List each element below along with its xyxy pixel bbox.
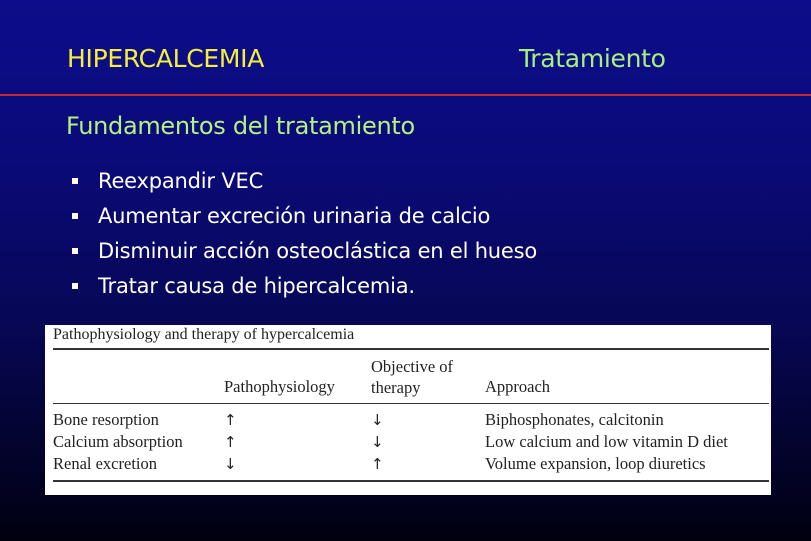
bullet-item [72, 201, 537, 236]
table-row-label: Calcium absorption [53, 432, 183, 451]
arrow-up-icon: ↑ [371, 455, 384, 473]
bullet-list [72, 166, 537, 306]
title-tratamiento: Tratamiento [519, 44, 666, 73]
table-row-label: Renal excretion [53, 454, 157, 473]
bullet-text: Disminuir acción osteoclástica en el hueso [98, 239, 538, 263]
bullet-text: Reexpandir VEC [98, 169, 264, 193]
table-row-approach: Biphosphonates, calcitonin [485, 410, 664, 429]
subtitle: Fundamentos del tratamiento [66, 112, 415, 140]
arrow-up-icon: ↑ [224, 411, 237, 429]
table-row-approach: Volume expansion, loop diuretics [485, 454, 706, 473]
bullet-item [72, 236, 537, 271]
arrow-down-icon: ↓ [371, 411, 384, 429]
header-objective [371, 356, 453, 398]
header-objective-line1: Objective of [371, 357, 454, 376]
arrow-down-icon: ↓ [371, 433, 384, 451]
bullet-square-icon [72, 213, 78, 219]
bullet-text: Aumentar excreción urinaria de calcio [98, 204, 491, 228]
table-rule-bottom [53, 480, 769, 482]
header-approach: Approach [485, 377, 551, 396]
bullet-item [72, 166, 537, 201]
table-row-label: Bone resorption [53, 410, 159, 429]
header-pathophysiology: Pathophysiology [224, 377, 335, 396]
table-row-approach: Low calcium and low vitamin D diet [485, 432, 728, 451]
table-title: Pathophysiology and therapy of hypercalcemia [53, 326, 355, 343]
bullet-text: Tratar causa de hipercalcemia. [98, 274, 415, 298]
arrow-up-icon: ↑ [224, 433, 237, 451]
therapy-table [45, 325, 771, 495]
arrow-down-icon: ↓ [224, 455, 237, 473]
bullet-square-icon [72, 283, 78, 289]
header-divider [0, 94, 811, 96]
table-rule-header [53, 403, 769, 404]
bullet-square-icon [72, 248, 78, 254]
header-objective-line2: therapy [371, 378, 421, 397]
bullet-square-icon [72, 178, 78, 184]
table-rule-top [53, 348, 769, 350]
title-hipercalcemia: HIPERCALCEMIA [67, 44, 265, 73]
bullet-item [72, 271, 537, 306]
